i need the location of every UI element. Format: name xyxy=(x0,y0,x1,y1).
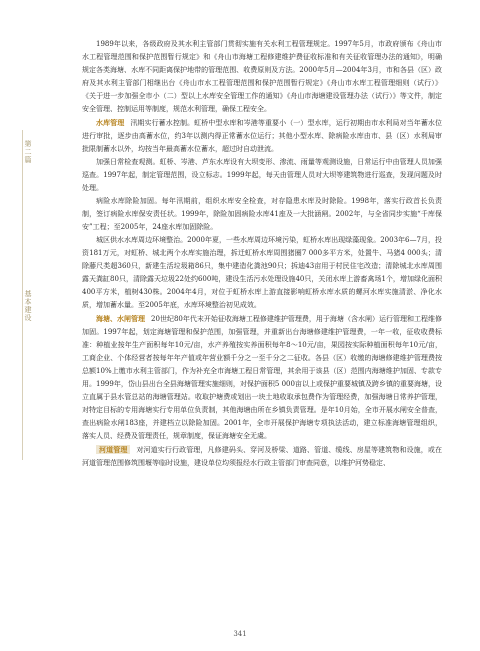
paragraph-text: 20世纪80年代末开始征收海塘工程修建维护管理费，用于海塘（含水闸）运行管理和工程维修加固。1997年起，划定海塘管理和保护范围，加强管理，并重新出台海塘修建维护管理费，一年一收，征收收费标准：种植业按年生产面积每年10元/亩，水产养殖按实养面积每年8～10元/亩，果园按实际种植面积每年10元/亩，工商企业、个体经营者按每年年产值或年营业额千分之一至千分之二征收。各县（区）收缴的海塘修建维护管理费按总额10%上缴市水利主管部门，作为补充全市海塘工程日常管理，其余用于该县（区）范围内海塘维护加固、专款专用。1999年，岱山县出台全县海塘管理实施细则，对保护面积5 000亩以上或保护重要城镇及跨乡镇的重要海塘，设立直属于县水管总站的海塘管理站。收取护塘费或划出一块土地收取承包费作为管理经费，加强海塘日常养护管理，对特定目标的专用海塘实行专用单位负责制，其他海塘由所在乡镇负责管理。是年10月始，全市开展水闸安全普查，查出病险水闸183座，并建档立以除险加固。2001年，全市开展保护海塘专项执法活动，建立标准海塘管理组织，落实人员、经费及管理责任，规章制度，保证海塘安全无虞。 xyxy=(82,315,442,440)
chapter-tab: 第二篇 xyxy=(24,140,32,164)
paragraph-text: 城区供水水库周边环境整治。2000年夏，一些水库周边环境污染，虹桥水库出现绿藻现象。2003年6—7月，投资181万元，对虹桥、城北两个水库实施治理，拆迁虹桥水库周围猪圈7 000多平方米，处置牛、马猪4 000头；清除藤尺类超360只，新建生活垃圾箱86只，集中建造化粪池90只；拆迪43亩用于村民住宅改造；清除城北水库周围露天粪缸80只，清除露天垃圾22处约600吨，建设生活污水处理设施40只，关闭水库上游畜禽场1个，增加绿化面积400平方米，植树430株。2004年4月，对位于虹桥水库上游直接影响虹桥水库水质的螺河水库实施清淤、净化水质，增加蓄水量。至2005年底，水库环境整治初见成效。 xyxy=(82,236,442,309)
paragraph-text: 加强日常检查观测。虹桥、岑港、芦东水库设有大坝变形、渗流、雨量等观测设施，日常运行中由管理人员加强巡查。1997年起，制定管理范围，设立标志。1999年起，每天由管理人员对大坝等建筑物进行巡查，发现问题及时处理。 xyxy=(82,158,442,192)
paragraph xyxy=(82,234,442,312)
body-text xyxy=(82,38,442,470)
page-number: 341 xyxy=(233,630,247,638)
section-tab: 基本建设 xyxy=(24,290,32,322)
subsection-heading: 海塘、水闸管理 xyxy=(96,314,146,323)
paragraph xyxy=(82,156,442,195)
paragraph-text: 1989年以来，各级政府及其水利主管部门贯彻实施有关水利工程管理规定。1997年5月，市政府颁布《舟山市水工程管理范围和保护范围暂行规定》和《舟山市海塘工程修建维护费征收标准和有关征收管理办法的通知》，明确规定各类海塘、水库不同距离保护地带的管理范围、收费原则及方法。2000年5月—2004年3月，市和各县（区）政府及其水利主管部门相继出台《舟山市水工程管理范围和保护范围暂行规定》《舟山市水库工程管理细则（试行）》《关于进一步加强全市小（二）型以上水库安全管理工作的通知》《舟山市海塘建设管理办法（试行）》等文件，制定安全管理、控制运用等制度，规范水利管理，确保工程安全。 xyxy=(82,40,442,113)
paragraph-text: 病险水库除险加固。每年汛期前，组织水库安全检查，对存隐患水库及时除险。1998年，落实行政首长负责制，签订病险水库保安责任状。1999年，除险加固病险水库41座及一大批涵闸。2002年，与全省同步实施“千库保安”工程；至2005年，24座水库加固除险。 xyxy=(82,197,442,231)
paragraph xyxy=(82,195,442,234)
subsection-heading: 水库管理 xyxy=(96,118,125,127)
paragraph xyxy=(82,38,442,116)
paragraph-text: 汛期实行蓄水控制。虹桥中型水库和岑港等重要小（一）型水库，运行初期由市水利局对当年蓄水位进行审批，逐步由高蓄水位，约3年以测内得正常蓄水位运行；其他小型水库、除病险水库由市、县（区）水利局审批限制蓄水以外，均按当年最高蓄水位蓄水，超过时自动泄流。 xyxy=(82,119,443,153)
paragraph xyxy=(82,312,442,443)
paragraph xyxy=(82,443,442,470)
paragraph xyxy=(82,116,442,156)
paragraph-text: 对河道实行行政管理，凡修建码头、穿河及桥梁、道路、管道、缆线、房屋等建筑物和设施，或在河道管理范围修筑围堰等临时设施，建设单位均须报经水行政主管部门审查同意，以维护河势稳定、 xyxy=(82,446,443,467)
subsection-heading: 河道管理 xyxy=(96,445,130,454)
